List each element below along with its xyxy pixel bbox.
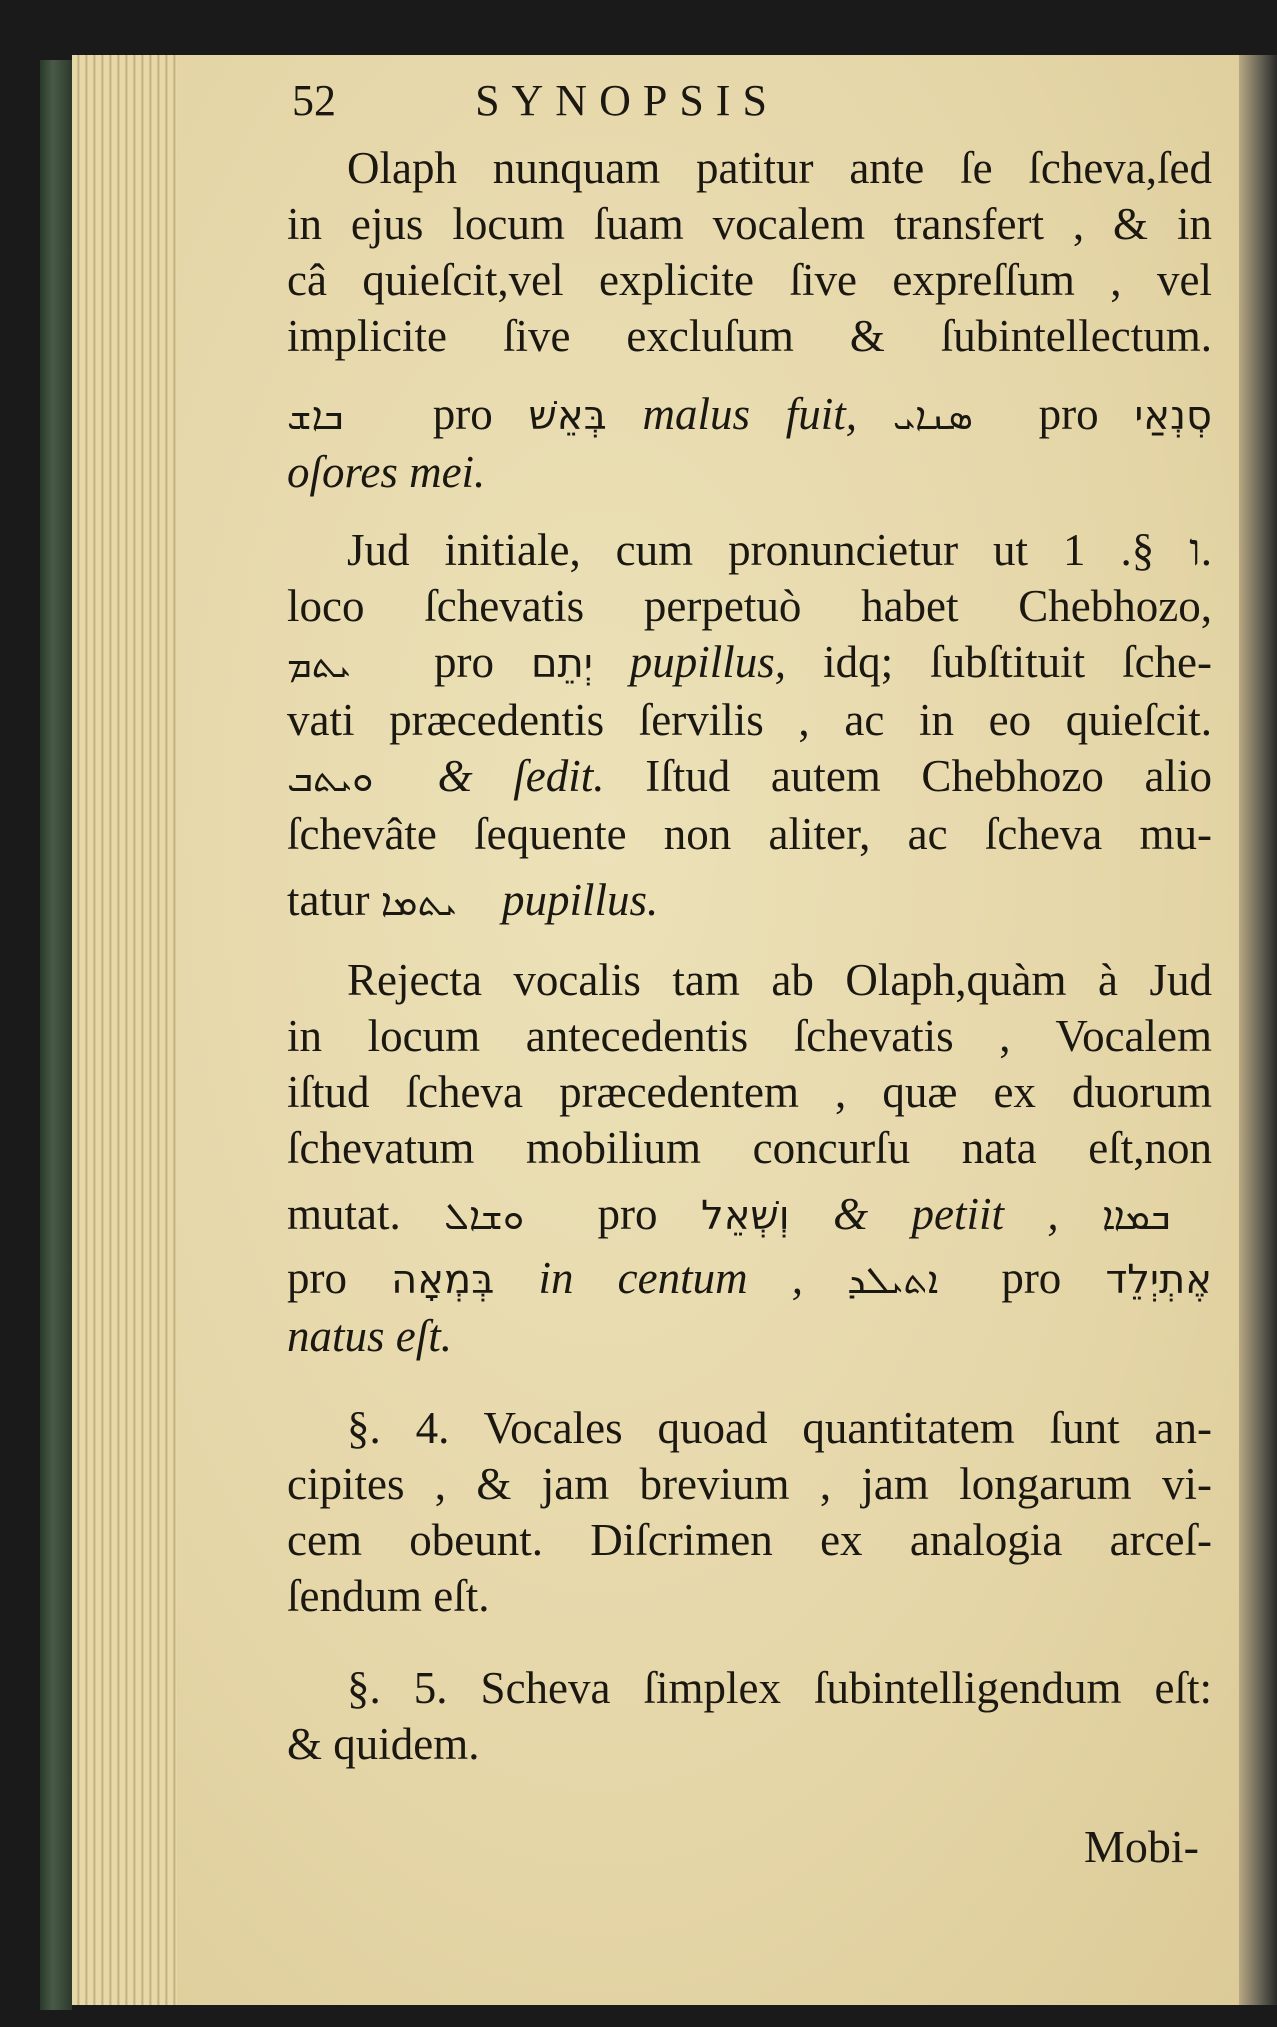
running-head xyxy=(177,75,1239,135)
paragraph-jud xyxy=(287,522,1212,930)
latin-gloss: pupillus, xyxy=(629,637,787,687)
example-olaph xyxy=(287,386,1212,500)
syriac-word: ܝܬܡ xyxy=(287,642,351,686)
syriac-word: ܒܐܫ xyxy=(287,394,344,438)
hebrew-word: סְנְאַי xyxy=(1134,393,1212,439)
word-pro: pro xyxy=(1038,389,1099,439)
text-line: ſendum eſt. xyxy=(287,1571,490,1621)
page-number: 52 xyxy=(292,76,336,125)
hebrew-word: בְּמְאָה xyxy=(391,1257,495,1303)
word-pro: pro xyxy=(287,1253,347,1303)
hebrew-word: יְתֵם xyxy=(531,641,593,687)
hebrew-word: בְּאֵשׁ xyxy=(528,393,607,439)
page-edges xyxy=(72,55,177,2005)
latin-gloss: & petiit , xyxy=(833,1189,1059,1239)
text-line: Olaph nunquam patitur ante ſe ſcheva,ſed xyxy=(347,143,1212,193)
word-pro: pro xyxy=(597,1189,658,1239)
syriac-word: ܘܝܬܒ xyxy=(287,756,374,800)
text-segment: Iſtud autem Chebhozo alio xyxy=(645,751,1213,801)
text-segment: Jud initiale, cum pronuncietur ut xyxy=(347,525,1029,575)
text-line: implicite ſive excluſum & ſubintellectum. xyxy=(287,311,1212,361)
text-line xyxy=(287,1250,1212,1308)
latin-gloss: oſores mei. xyxy=(287,447,486,497)
body-text xyxy=(287,140,1212,1772)
text-line: ſchevatum mobilium concurſu nata eſt,non xyxy=(287,1123,1212,1173)
latin-gloss: malus fuit, xyxy=(642,389,858,439)
word-pro: pro xyxy=(1001,1253,1062,1303)
text-line: Rejecta vocalis tam ab Olaph,quàm à Jud xyxy=(347,955,1212,1005)
latin-gloss: & ſedit. xyxy=(437,751,605,801)
text-line: loco ſchevatis perpetuò habet Chebhozo, xyxy=(287,581,1212,631)
text-line: & quidem. xyxy=(287,1719,480,1769)
syriac-word: ܒܡܐܐ xyxy=(1102,1194,1171,1238)
text-line: in ejus locum ſuam vocalem transfert , & in xyxy=(287,199,1212,249)
word-pro: pro xyxy=(432,389,493,439)
text-segment: idq; ſubſtituit ſche- xyxy=(823,637,1213,687)
book-page xyxy=(177,55,1239,2005)
paragraph-rejecta xyxy=(287,952,1212,1364)
latin-gloss: in centum , xyxy=(538,1253,803,1303)
text-segment: mutat. xyxy=(287,1189,401,1239)
text-line: cipites , & jam brevium , jam longarum vi- xyxy=(287,1459,1212,1509)
text-line: iſtud ſcheva præcedentem , quæ ex duorum xyxy=(287,1067,1212,1117)
text-line: in locum antecedentis ſchevatis , Vocalem xyxy=(287,1011,1212,1061)
hebrew-word: וְשְׁאֵל xyxy=(700,1193,790,1239)
text-line xyxy=(287,634,1212,692)
page-shadow xyxy=(1239,55,1277,2005)
text-line xyxy=(287,386,1212,444)
paragraph-section-4 xyxy=(287,1400,1212,1624)
syriac-word: ܐܬܝܠܕ xyxy=(847,1258,939,1302)
text-segment: tatur xyxy=(287,875,370,925)
latin-gloss: natus eſt. xyxy=(287,1311,452,1361)
text-line: §. 4. Vocales quoad quantitatem ſunt an- xyxy=(347,1403,1212,1453)
syriac-word: ܣܢܐܝ xyxy=(892,394,973,438)
text-segment: ו §. 1. xyxy=(1063,525,1213,575)
hebrew-word: אֶתְיְלֵד xyxy=(1105,1257,1213,1303)
text-line xyxy=(287,522,1212,578)
syriac-word: ܝܬܡܐ xyxy=(380,880,457,924)
paragraph-section-5 xyxy=(287,1660,1212,1772)
syriac-word: ܘܫܐܠ xyxy=(444,1194,525,1238)
text-line: ſchevâte ſequente non aliter, ac ſcheva mu- xyxy=(287,809,1212,859)
word-pro: pro xyxy=(434,637,494,687)
book-binding xyxy=(40,60,72,2010)
paragraph-olaph xyxy=(287,140,1212,364)
text-line xyxy=(287,872,1212,930)
catchword: Mobi- xyxy=(1084,1821,1199,1872)
text-line: vati præcedentis ſervilis , ac in eo quieſcit. xyxy=(287,695,1212,745)
page-title: SYNOPSIS xyxy=(475,76,779,125)
latin-gloss: pupillus. xyxy=(501,875,659,925)
text-line: câ quieſcit,vel explicite ſive expreſſum , vel xyxy=(287,255,1212,305)
text-line xyxy=(287,748,1212,806)
text-line: cem obeunt. Diſcrimen ex analogia arceſ- xyxy=(287,1515,1212,1565)
text-line xyxy=(287,1186,1212,1244)
text-line: §. 5. Scheva ſimplex ſubintelligendum eſt: xyxy=(347,1663,1212,1713)
